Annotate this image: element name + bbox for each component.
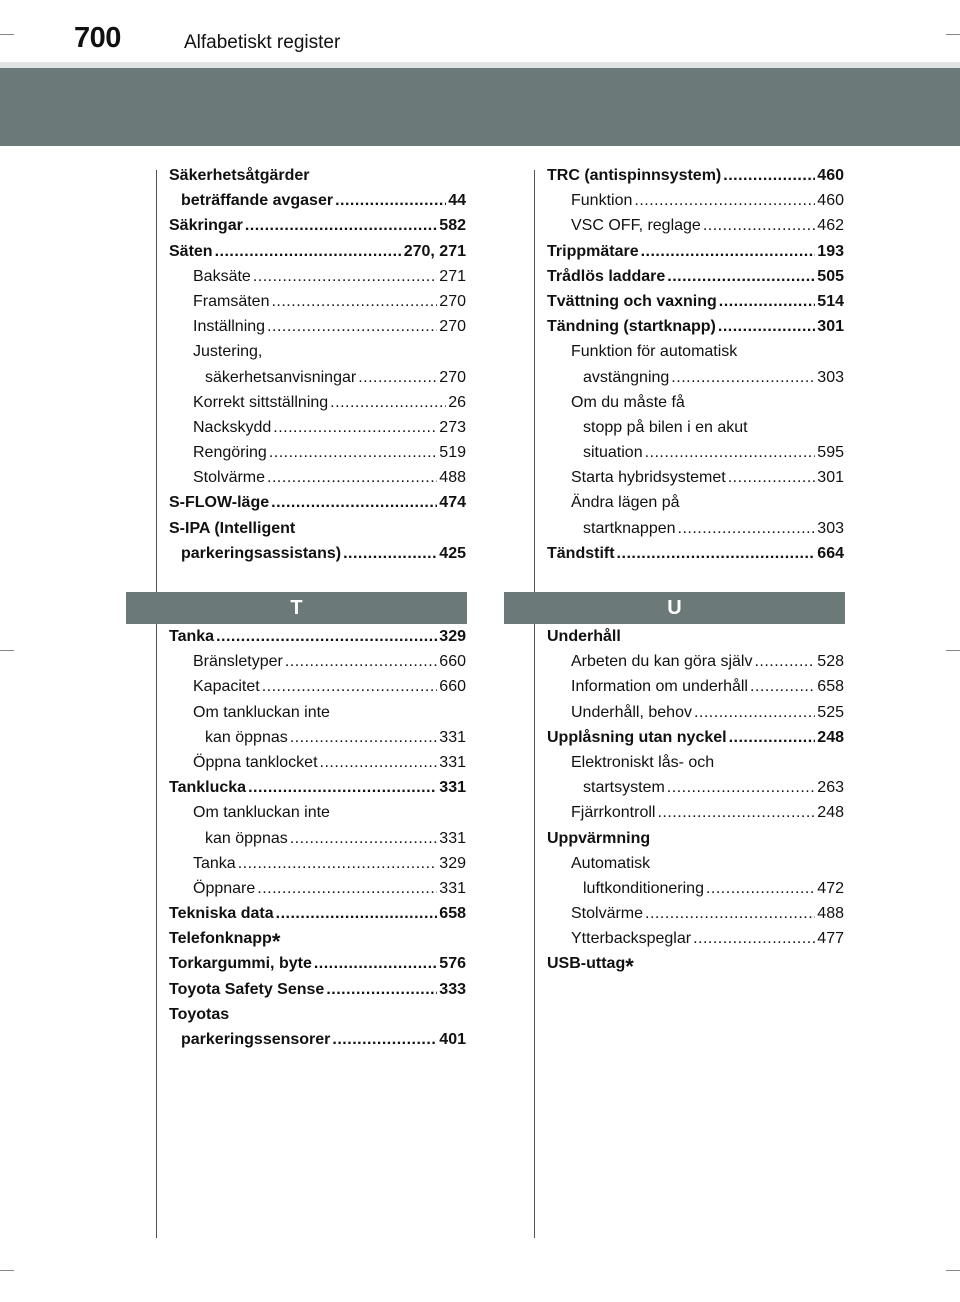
crop-mark (0, 34, 14, 35)
index-entry (547, 876, 844, 901)
page-title: Alfabetiskt register (184, 32, 341, 53)
index-entry (169, 465, 466, 490)
index-entry-page: 460 (817, 167, 844, 184)
leader-dots (245, 213, 437, 238)
index-entry-label: beträffande avgaser (181, 192, 334, 210)
index-entry-label: Justering, (193, 343, 263, 361)
leader-dots (248, 775, 437, 800)
index-entry-label: Fjärrkontroll (571, 804, 656, 822)
index-entry-label: Uppvärmning (547, 829, 651, 847)
index-entry-page: 460 (817, 192, 844, 210)
index-entry (169, 851, 466, 876)
leader-dots (718, 314, 815, 339)
leader-dots (290, 826, 438, 851)
index-entry-label: Upplåsning utan nyckel (547, 728, 727, 746)
index-entry-label: Starta hybridsystemet (571, 469, 726, 487)
leader-dots (754, 649, 815, 674)
index-entry-label: luftkonditionering (583, 879, 704, 897)
index-entry (169, 649, 466, 674)
index-entry (169, 339, 466, 364)
index-entry (547, 516, 844, 541)
index-entry-label: Funktion för automatisk (571, 343, 738, 361)
index-entry-page: 303 (817, 368, 844, 386)
index-entry (547, 725, 844, 750)
leader-dots (257, 876, 437, 901)
index-entry (547, 289, 844, 314)
section-header-t: T (126, 592, 467, 624)
leader-dots (314, 951, 437, 976)
crop-mark (0, 1270, 14, 1271)
crop-mark (946, 34, 960, 35)
index-entry-label: Underhåll (547, 628, 621, 645)
index-entry-label: Säkerhetsåtgärder (169, 167, 310, 184)
index-entry-page: 301 (817, 318, 844, 336)
index-entry (547, 339, 844, 364)
index-entry-page: 331 (439, 728, 466, 746)
index-entry (547, 700, 844, 725)
index-entry-label: Baksäte (193, 267, 251, 285)
index-entry-page: 26 (448, 393, 466, 411)
index-entry: Telefonknapp * (169, 926, 466, 951)
index-entry (169, 800, 466, 825)
index-entry-label: kan öppnas (205, 728, 288, 746)
index-entry-page: 488 (439, 469, 466, 487)
index-entry-label: avstängning (583, 368, 670, 386)
leader-dots (273, 415, 437, 440)
leader-dots (343, 541, 437, 566)
index-entry-page: 658 (817, 678, 844, 696)
leader-dots (285, 649, 437, 674)
index-entry-label: Toyota Safety Sense (169, 980, 325, 998)
index-entry-label: Om du måste få (571, 393, 685, 411)
index-entry (169, 490, 466, 515)
index-entry-label: S-FLOW-läge (169, 494, 270, 512)
index-entry (169, 951, 466, 976)
index-entry-label: stopp på bilen i en akut (583, 418, 748, 436)
leader-dots (671, 365, 815, 390)
index-entry-label: Underhåll, behov (571, 703, 692, 721)
leader-dots (667, 264, 815, 289)
index-entry (169, 516, 466, 541)
index-entry-page: 329 (439, 854, 466, 872)
index-entry-page: 263 (817, 779, 844, 797)
index-entry (169, 826, 466, 851)
leader-dots (271, 289, 437, 314)
index-entry-label: Om tankluckan inte (193, 804, 330, 822)
index-list-s (169, 163, 466, 566)
leader-dots (253, 264, 437, 289)
leader-dots (290, 725, 438, 750)
leader-dots (267, 465, 437, 490)
leader-dots (729, 725, 816, 750)
leader-dots (332, 1027, 437, 1052)
index-entry (547, 213, 844, 238)
index-entry-page: 248 (817, 728, 844, 746)
leader-dots (667, 775, 816, 800)
index-entry-page: 401 (439, 1031, 466, 1048)
index-entry-page: 331 (439, 829, 466, 847)
index-entry: USB-uttag * (547, 951, 844, 976)
index-entry (547, 851, 844, 876)
index-entry-label: Tvättning och vaxning (547, 292, 717, 310)
index-list-u (547, 624, 844, 980)
index-entry (169, 415, 466, 440)
index-list-t (169, 624, 466, 1052)
index-entry (547, 264, 844, 289)
leader-dots (645, 901, 815, 926)
leader-dots (634, 188, 815, 213)
index-entry (169, 264, 466, 289)
page-header (0, 0, 960, 66)
index-entry-label: Ändra lägen på (571, 494, 680, 512)
index-entry-page: 660 (439, 653, 466, 671)
index-entry-page: 331 (439, 779, 466, 797)
index-entry-label: Rengöring (193, 444, 267, 462)
index-entry-label: Kapacitet (193, 678, 260, 696)
index-entry (547, 365, 844, 390)
index-entry-page: 301 (817, 469, 844, 487)
index-entry-label: Tanklucka (169, 779, 247, 797)
index-entry (547, 775, 844, 800)
index-entry-label: Nackskydd (193, 418, 272, 436)
index-entry-page: 303 (817, 519, 844, 537)
index-entry (547, 926, 844, 951)
index-entry-page: 331 (439, 879, 466, 897)
index-entry-label: startknappen (583, 519, 676, 537)
index-entry-page: 528 (817, 653, 844, 671)
crop-mark (946, 650, 960, 651)
index-entry (547, 901, 844, 926)
index-entry-page: 505 (817, 267, 844, 285)
index-entry-page: 248 (817, 804, 844, 822)
index-entry-label: Arbeten du kan göra själv (571, 653, 753, 671)
index-entry (169, 289, 466, 314)
leader-dots (269, 440, 437, 465)
index-entry-page: 425 (439, 544, 466, 562)
index-entry (169, 876, 466, 901)
index-entry (547, 541, 844, 566)
page-number: 700 (74, 22, 121, 54)
index-entry-label: Tändstift (547, 544, 615, 562)
index-entry-page: 44 (448, 192, 466, 210)
index-entry (169, 163, 466, 188)
index-entry (169, 239, 466, 264)
index-entry-label: Öppna tanklocket (193, 753, 318, 771)
leader-dots (645, 440, 816, 465)
leader-dots (641, 239, 816, 264)
index-entry (169, 365, 466, 390)
index-entry (169, 624, 466, 649)
leader-dots (723, 163, 815, 188)
index-entry (169, 314, 466, 339)
section-header-u: U (504, 592, 845, 624)
crop-mark (946, 1270, 960, 1271)
index-entry-page: 595 (817, 444, 844, 462)
leader-dots (750, 674, 815, 699)
leader-dots (216, 624, 437, 649)
index-entry-label: Funktion (571, 192, 633, 210)
index-entry (547, 440, 844, 465)
leader-dots (267, 314, 437, 339)
index-entry (169, 700, 466, 725)
leader-dots (320, 750, 438, 775)
index-entry-label: Säkringar (169, 217, 243, 235)
index-entry (547, 188, 844, 213)
leader-dots (703, 213, 815, 238)
index-entry-page: 273 (439, 418, 466, 436)
index-entry-page: 472 (817, 879, 844, 897)
index-entry-label: situation (583, 444, 643, 462)
index-entry-label: Tändning (startknapp) (547, 318, 716, 336)
leader-dots (706, 876, 815, 901)
header-band (0, 68, 960, 146)
index-entry-page: 193 (817, 242, 844, 260)
index-entry (547, 390, 844, 415)
leader-dots (719, 289, 816, 314)
index-entry-label: USB-uttag (547, 955, 626, 973)
index-entry-label: startsystem (583, 779, 665, 797)
index-entry-label: Tanka (193, 854, 236, 872)
index-entry-label: Torkargummi, byte (169, 955, 312, 973)
index-entry-page: 270, 271 (403, 242, 466, 260)
leader-dots (215, 239, 402, 264)
index-entry (547, 415, 844, 440)
index-entry-page: 664 (817, 544, 844, 562)
column-rule-left (156, 170, 157, 1238)
index-entry-page: 462 (817, 217, 844, 235)
index-entry-page: 333 (439, 980, 466, 998)
index-entry-label: S-IPA (Intelligent (169, 519, 296, 537)
leader-dots (330, 390, 446, 415)
index-entry-label: Säten (169, 242, 213, 260)
index-entry-label: Trippmätare (547, 242, 639, 260)
index-entry (169, 674, 466, 699)
index-entry-page: 270 (439, 318, 466, 336)
column-rule-right (534, 170, 535, 1238)
leader-dots (238, 851, 438, 876)
index-list-t-continued (547, 163, 844, 566)
index-entry (169, 725, 466, 750)
index-entry-label: parkeringsassistans) (181, 544, 342, 562)
leader-dots (262, 674, 438, 699)
index-entry-page: 270 (439, 368, 466, 386)
leader-dots (678, 516, 816, 541)
index-entry (547, 750, 844, 775)
index-entry-label: Framsäten (193, 292, 270, 310)
index-entry-label: VSC OFF, reglage (571, 217, 701, 235)
index-entry (547, 674, 844, 699)
leader-dots (694, 700, 815, 725)
index-entry (547, 163, 844, 188)
index-entry (547, 465, 844, 490)
index-entry-page: 477 (817, 930, 844, 948)
index-entry-label: Inställning (193, 318, 266, 336)
leader-dots (728, 465, 816, 490)
index-entry-page: 329 (439, 628, 466, 645)
index-entry-label: Stolvärme (193, 469, 266, 487)
index-entry-label: Elektroniskt lås- och (571, 753, 715, 771)
leader-dots (657, 800, 815, 825)
index-entry (169, 1002, 466, 1027)
index-entry-label: Öppnare (193, 879, 256, 897)
index-entry (169, 1027, 466, 1052)
index-entry-label: parkeringssensorer (181, 1031, 331, 1048)
index-entry (169, 188, 466, 213)
index-entry-label: Bränsletyper (193, 653, 283, 671)
index-entry (547, 800, 844, 825)
index-entry (169, 440, 466, 465)
index-entry-label: Ytterbackspeglar (571, 930, 692, 948)
leader-dots (271, 490, 437, 515)
index-entry (547, 239, 844, 264)
index-entry (169, 977, 466, 1002)
index-entry-page: 519 (439, 444, 466, 462)
index-entry-label: Trådlös laddare (547, 267, 666, 285)
leader-dots (358, 365, 437, 390)
index-entry-label: Automatisk (571, 854, 651, 872)
index-entry-page: 474 (439, 494, 466, 512)
index-entry-label: TRC (antispinnsystem) (547, 167, 722, 184)
index-entry-page: 658 (439, 905, 466, 923)
index-entry-page: 525 (817, 703, 844, 721)
index-entry (169, 775, 466, 800)
index-entry-label: Stolvärme (571, 905, 644, 923)
index-entry-page: 660 (439, 678, 466, 696)
index-entry-page: 331 (439, 753, 466, 771)
index-entry (169, 750, 466, 775)
index-entry-label: Om tankluckan inte (193, 703, 330, 721)
leader-dots (693, 926, 815, 951)
index-entry (547, 314, 844, 339)
index-entry-page: 514 (817, 292, 844, 310)
index-entry-page: 576 (439, 955, 466, 973)
index-entry-page: 582 (439, 217, 466, 235)
index-entry (169, 541, 466, 566)
index-entry (547, 490, 844, 515)
index-entry-label: säkerhetsanvisningar (205, 368, 357, 386)
index-entry-label: Tanka (169, 628, 215, 645)
leader-dots (276, 901, 438, 926)
index-entry (169, 213, 466, 238)
leader-dots (617, 541, 816, 566)
crop-mark (0, 650, 14, 651)
index-entry-label: kan öppnas (205, 829, 288, 847)
index-entry (547, 649, 844, 674)
index-entry (169, 901, 466, 926)
index-entry-label: Information om underhåll (571, 678, 748, 696)
leader-dots (326, 977, 437, 1002)
index-entry (547, 826, 844, 851)
index-entry-page: 271 (439, 267, 466, 285)
index-entry-label: Tekniska data (169, 905, 274, 923)
index-entry-label: Toyotas (169, 1005, 230, 1023)
index-entry (169, 390, 466, 415)
leader-dots (335, 188, 446, 213)
index-entry (547, 624, 844, 649)
index-entry-label: Korrekt sittställning (193, 393, 329, 411)
index-entry-page: 270 (439, 292, 466, 310)
index-entry-label: Telefonknapp (169, 930, 272, 948)
index-entry-page: 488 (817, 905, 844, 923)
